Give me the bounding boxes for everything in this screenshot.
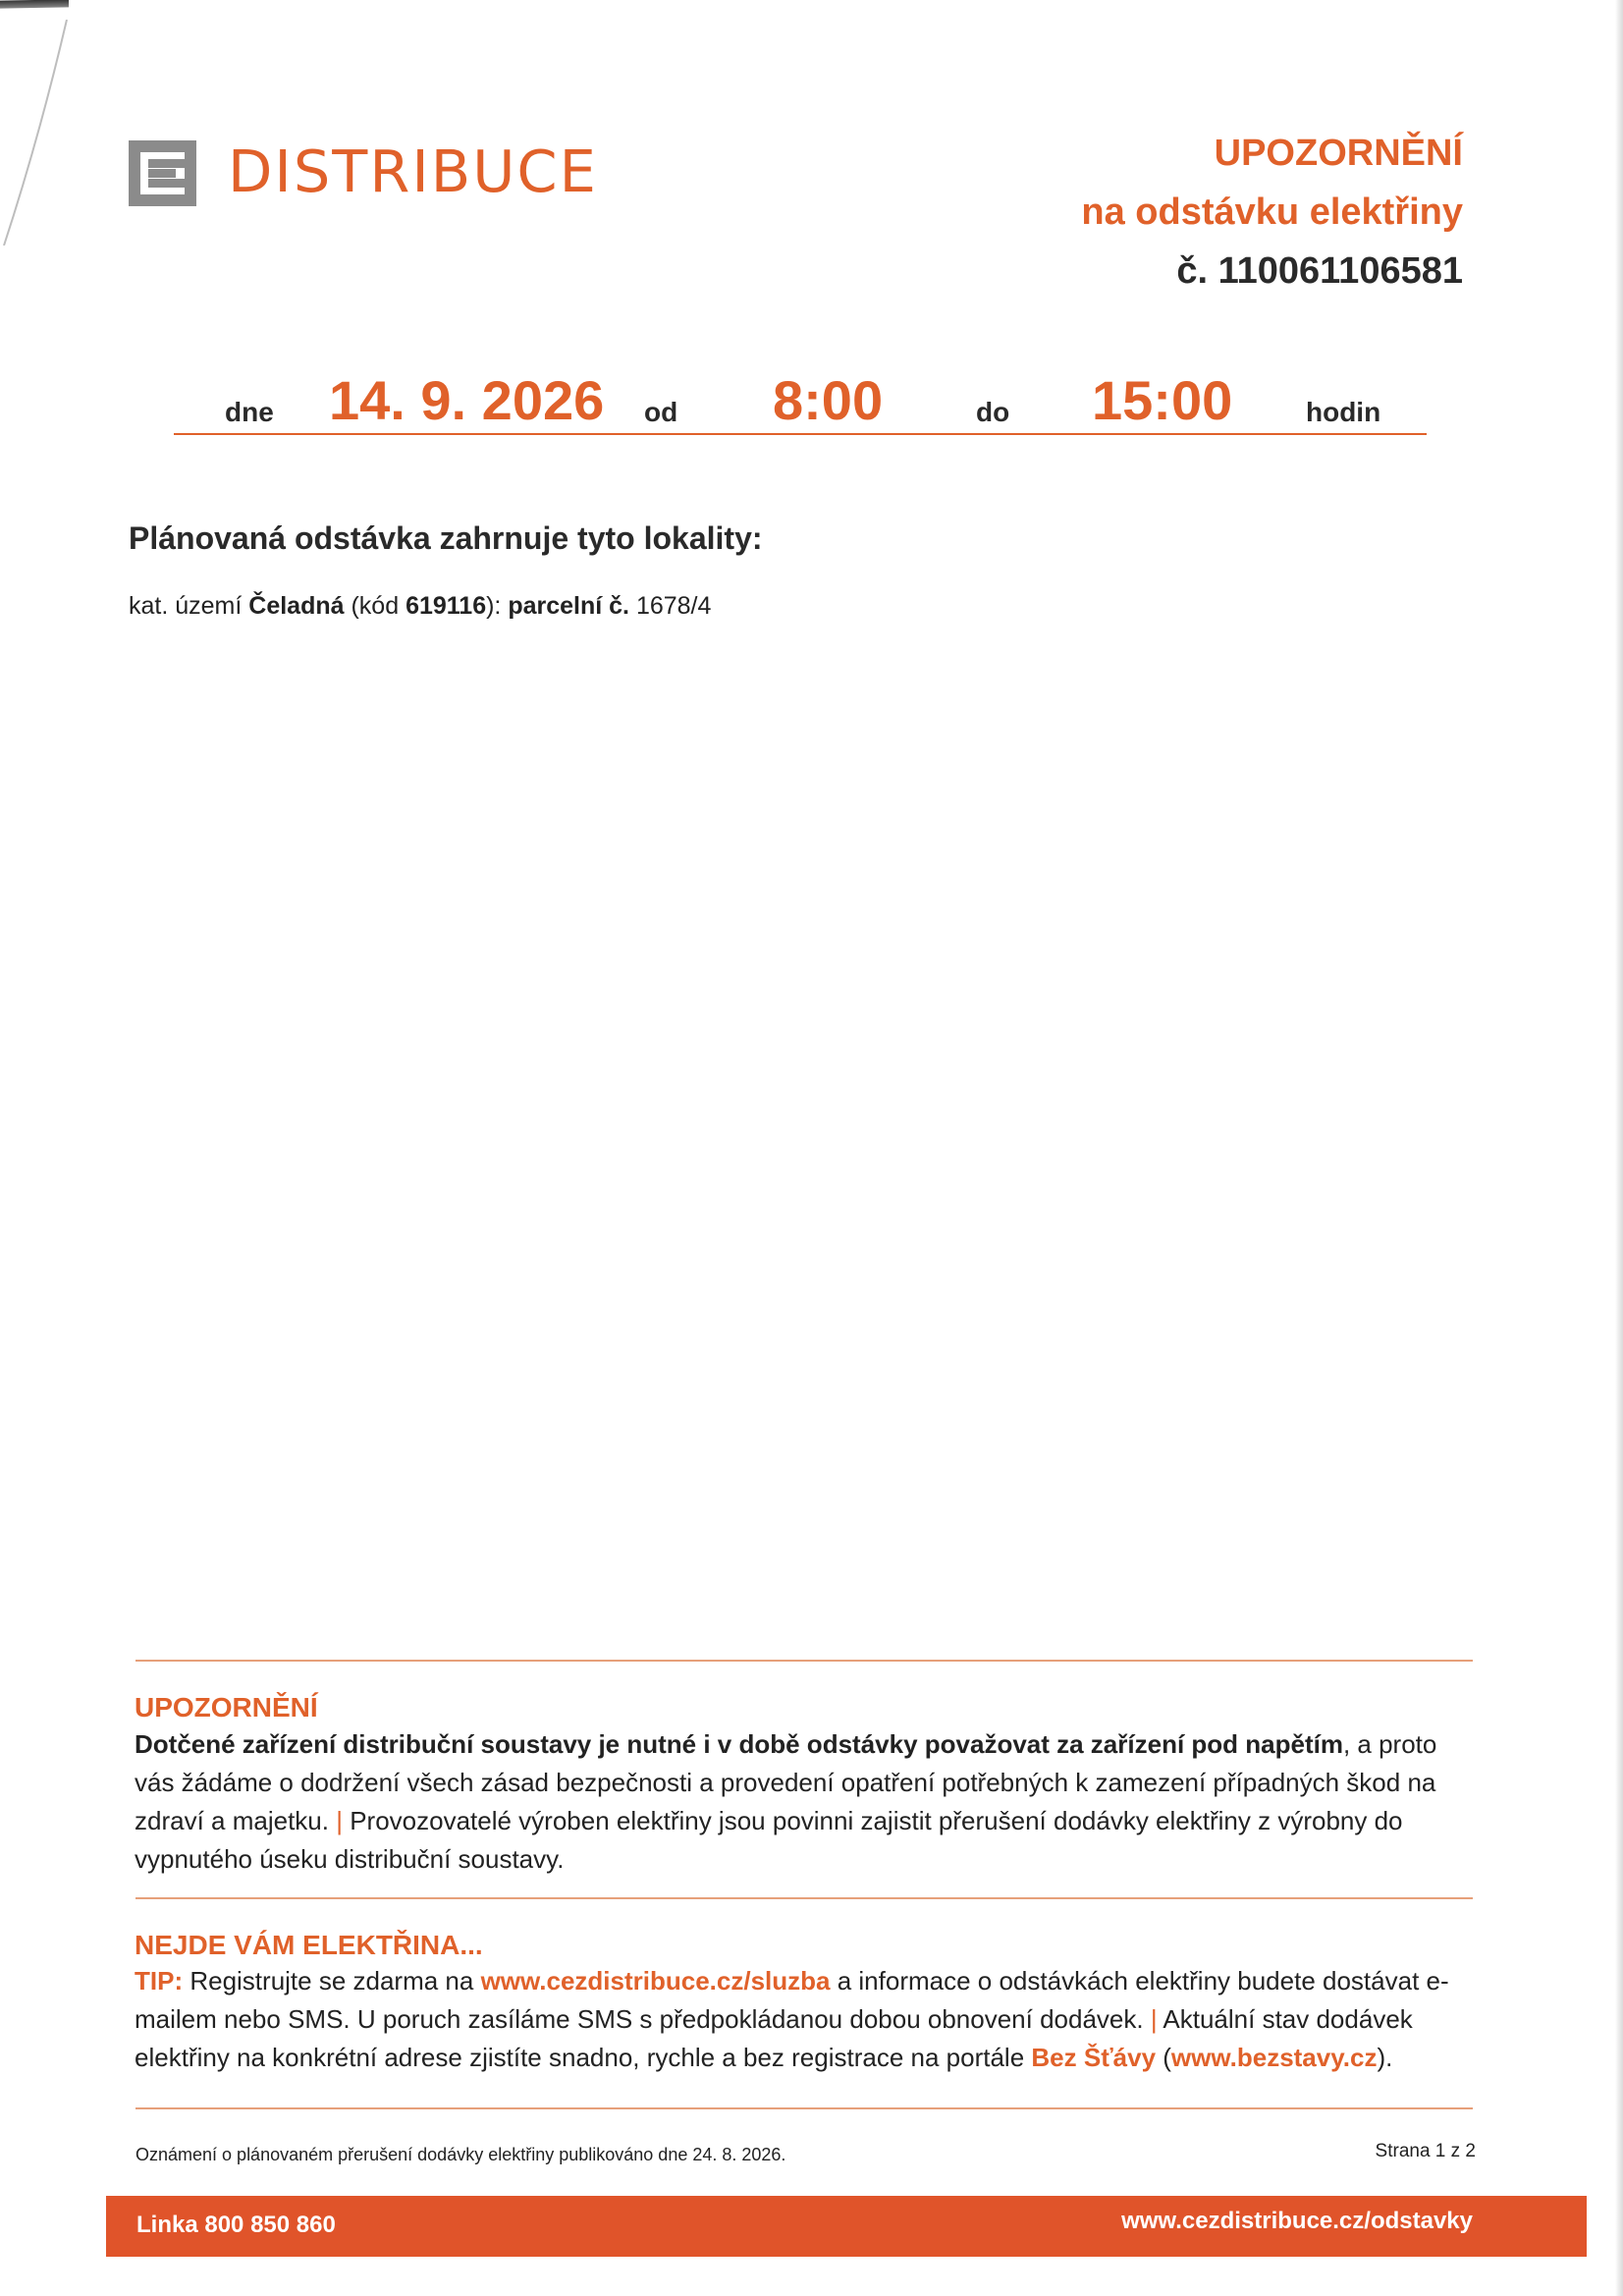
warning-text-1: , a proto vás žádáme o dodržení všech zásad bezpečnosti a provedení opatření potřebných k zamezení případných škod na zdraví a majetku. bbox=[135, 1729, 1437, 1835]
separator: | bbox=[1150, 2004, 1158, 2034]
tip-text-3: Aktuální stav dodávek elektřiny na konkrétní adrese zjistíte snadno, rychle a bez registrace na portále bbox=[135, 2004, 1413, 2072]
notice-title: UPOZORNĚNÍ bbox=[1214, 133, 1463, 174]
locality-prefix: kat. území bbox=[129, 592, 249, 620]
portal-name: Bez Šťávy bbox=[1031, 2043, 1157, 2072]
parcel-number: 1678/4 bbox=[629, 592, 712, 620]
tip-text bbox=[135, 1962, 1480, 2077]
from-time: 8:00 bbox=[773, 369, 884, 431]
page-number: Strana 1 z 2 bbox=[1375, 2141, 1476, 2161]
paren-close: ). bbox=[1377, 2043, 1393, 2072]
parcel-label: parcelní č. bbox=[508, 592, 629, 620]
tip-title: NEJDE VÁM ELEKTŘINA... bbox=[135, 1930, 483, 1960]
tip-label: TIP: bbox=[135, 1966, 184, 1995]
scan-edge-right bbox=[1615, 0, 1623, 2296]
code-open: (kód bbox=[344, 592, 406, 620]
scan-edge-shadow bbox=[0, 0, 69, 9]
warning-title: UPOZORNĚNÍ bbox=[135, 1692, 318, 1722]
code-close: ): bbox=[486, 592, 509, 620]
separator: | bbox=[336, 1806, 343, 1835]
hotline-number[interactable]: Linka 800 850 860 bbox=[136, 2212, 336, 2238]
notice-subtitle: na odstávku elektřiny bbox=[1081, 191, 1463, 233]
tip-text-1: Registrujte se zdarma na bbox=[183, 1966, 481, 1995]
warning-text bbox=[135, 1725, 1480, 1879]
date-label: dne bbox=[225, 397, 274, 427]
tip-text-2: a informace o odstávkách elektřiny budete dostávat e-mailem nebo SMS. U poruch zasíláme SMS s předpokládanou dobou obnovení dodávek. bbox=[135, 1966, 1449, 2034]
bezstavy-link[interactable]: www.bezstavy.cz bbox=[1170, 2043, 1378, 2072]
divider-middle bbox=[135, 1897, 1473, 1899]
footer-link[interactable]: www.cezdistribuce.cz/odstavky bbox=[1121, 2208, 1473, 2234]
territory-code: 619116 bbox=[406, 592, 487, 620]
paren-open: ( bbox=[1156, 2043, 1171, 2072]
divider-top bbox=[135, 1660, 1473, 1662]
locality-line bbox=[129, 592, 711, 621]
to-label: do bbox=[976, 397, 1010, 427]
warning-bold: Dotčené zařízení distribuční soustavy je nutné i v době odstávky považovat za zařízení pod napětím bbox=[135, 1729, 1343, 1759]
footer-bar bbox=[106, 2196, 1587, 2257]
from-label: od bbox=[644, 397, 678, 427]
outage-date: 14. 9. 2026 bbox=[329, 369, 605, 431]
divider-bottom bbox=[135, 2107, 1473, 2109]
registration-link[interactable]: www.cezdistribuce.cz/sluzba bbox=[480, 1966, 831, 1995]
localities-title: Plánovaná odstávka zahrnuje tyto lokality: bbox=[129, 520, 763, 556]
logo-wordmark: DISTRIBUCE bbox=[228, 137, 598, 205]
notice-number: č. 110061106581 bbox=[1176, 250, 1463, 292]
cez-logo-icon bbox=[129, 140, 196, 206]
to-time: 15:00 bbox=[1092, 369, 1233, 431]
scan-fold-line bbox=[0, 20, 69, 246]
publication-note: Oznámení o plánovaném přerušení dodávky elektřiny publikováno dne 24. 8. 2026. bbox=[135, 2145, 786, 2164]
hours-label: hodin bbox=[1306, 397, 1381, 427]
warning-text-2: Provozovatelé výroben elektřiny jsou povinni zajistit přerušení dodávky elektřiny z výrobny do vypnutého úseku distribuční soustavy. bbox=[135, 1806, 1403, 1874]
schedule-divider bbox=[174, 433, 1427, 435]
territory-name: Čeladná bbox=[248, 592, 345, 620]
notice-heading bbox=[1081, 124, 1463, 301]
outage-schedule bbox=[174, 363, 1427, 434]
